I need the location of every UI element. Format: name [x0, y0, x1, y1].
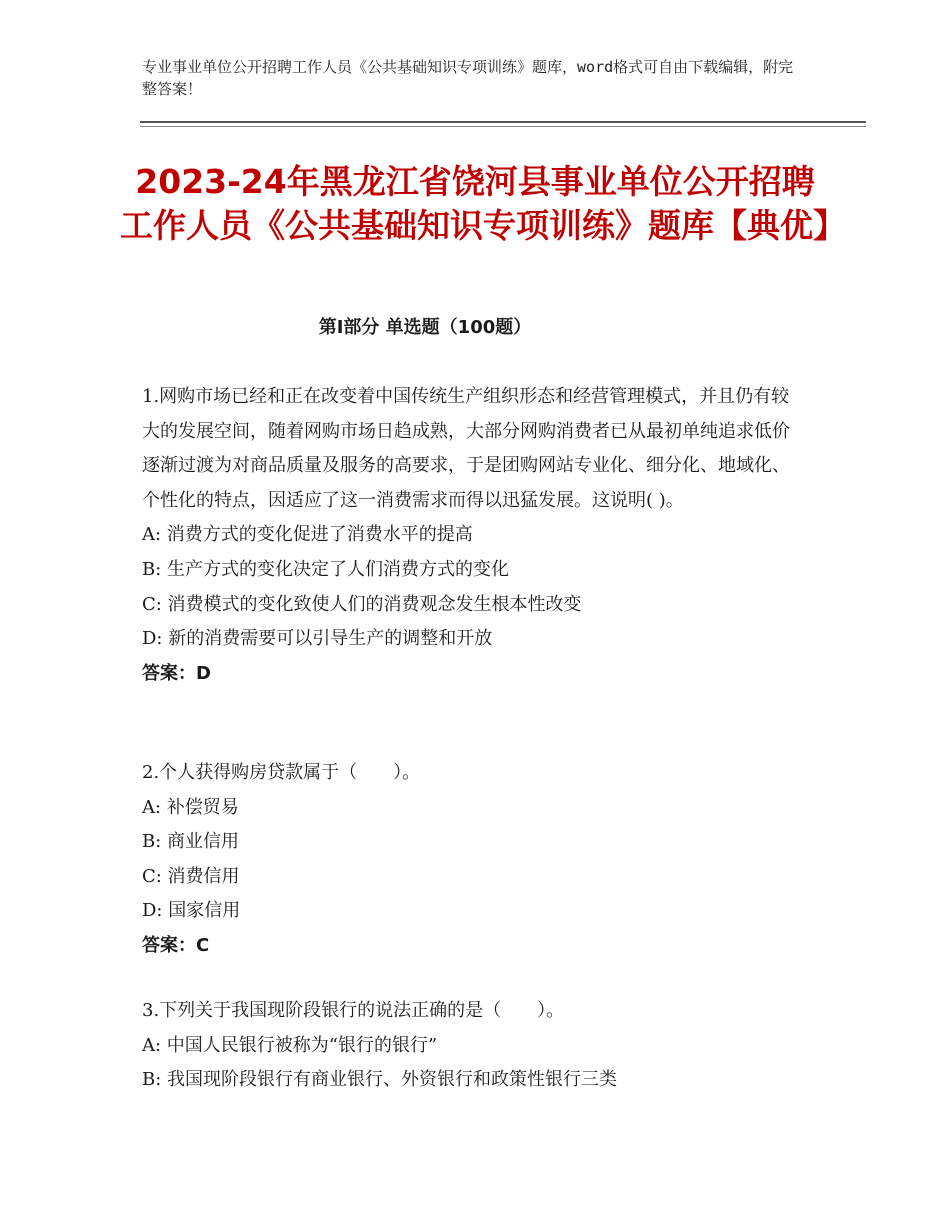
question-stem: 1.网购市场已经和正在改变着中国传统生产组织形态和经营管理模式，并且仍有较大的发展空间，随着网购市场日趋成熟，大部分网购消费者已从最初单纯追求低价逐渐过渡为对商品质量及服务的高要求，于是团购网站专业化、细分化、地域化、个性化的特点，因适应了这一消费需求而得以迅猛发展。这说明( )。: [142, 386, 790, 511]
answer: 答案：D: [142, 662, 211, 684]
header-rule-thin: [140, 126, 866, 127]
option-a: A: 中国人民银行被称为“银行的银行”: [142, 1034, 438, 1056]
answer: 答案：C: [142, 934, 210, 956]
question-1: [142, 380, 792, 691]
option-b: B: 生产方式的变化决定了人们消费方式的变化: [142, 558, 510, 580]
option-a: A: 补偿贸易: [142, 796, 239, 818]
option-d: D: 国家信用: [142, 900, 241, 922]
document-title: 2023-24年黑龙江省饶河县事业单位公开招聘工作人员《公共基础知识专项训练》题库【典优】: [120, 162, 846, 245]
option-c: C: 消费模式的变化致使人们的消费观念发生根本性改变: [142, 593, 582, 615]
option-b: B: 商业信用: [142, 831, 240, 853]
header-rule-thick: [140, 121, 866, 123]
header-note: 专业事业单位公开招聘工作人员《公共基础知识专项训练》题库，word格式可自由下载编辑，附完整答案！: [142, 58, 794, 98]
question-stem: 3.下列关于我国现阶段银行的说法正确的是（ ）。: [142, 1000, 565, 1021]
question-stem: 2.个人获得购房贷款属于（ ）。: [142, 762, 421, 783]
option-b: B: 我国现阶段银行有商业银行、外资银行和政策性银行三类: [142, 1069, 618, 1091]
question-3: [142, 994, 792, 1098]
option-c: C: 消费信用: [142, 865, 240, 887]
section-title: 第Ⅰ部分 单选题（100题）: [318, 317, 532, 338]
option-a: A: 消费方式的变化促进了消费水平的提高: [142, 524, 473, 546]
question-2: [142, 756, 792, 964]
option-d: D: 新的消费需要可以引导生产的调整和开放: [142, 628, 493, 650]
